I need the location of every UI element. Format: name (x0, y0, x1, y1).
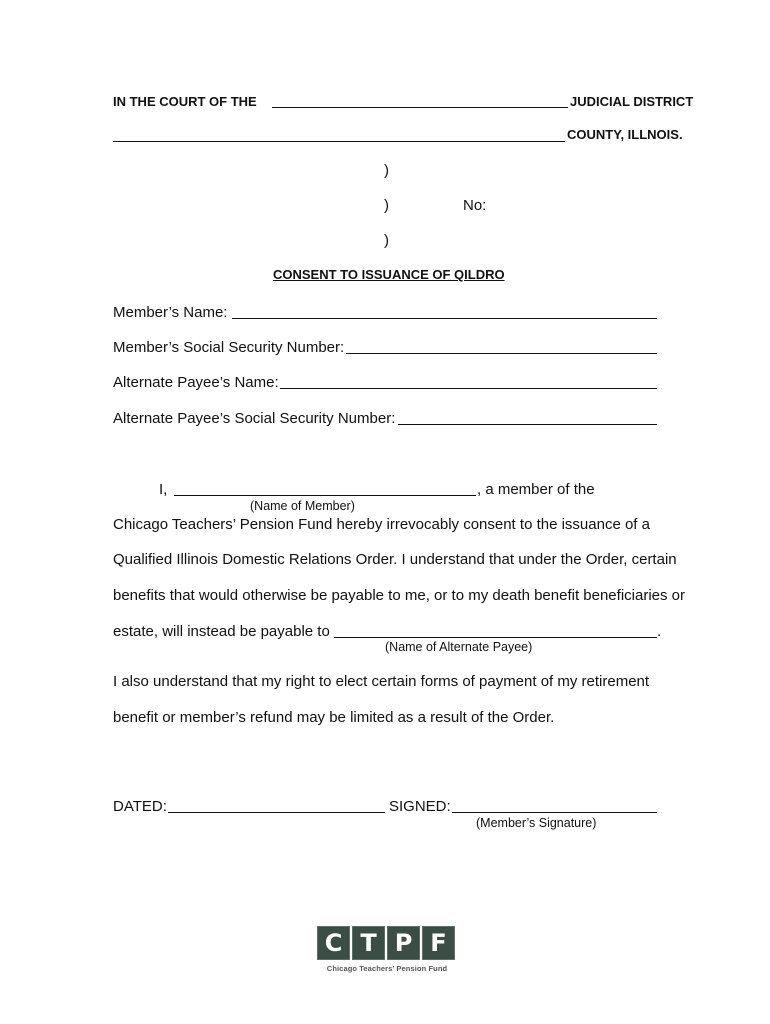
caption-paren-2: ) (384, 197, 389, 214)
member-name-field[interactable] (232, 318, 657, 319)
dated-label: DATED: (113, 798, 167, 815)
document-title: CONSENT TO ISSUANCE OF QILDRO (273, 267, 505, 282)
court-prefix: IN THE COURT OF THE (113, 94, 257, 109)
member-name-label: Member’s Name: (113, 304, 228, 321)
alt-payee-name-field[interactable] (280, 388, 657, 389)
member-ssn-label: Member’s Social Security Number: (113, 339, 345, 356)
court-name-blank[interactable] (272, 107, 568, 108)
body-line-4-suffix: . (657, 623, 662, 640)
judicial-district-label: JUDICIAL DISTRICT (570, 94, 694, 109)
alt-payee-ssn-field[interactable] (398, 424, 657, 425)
member-ssn-field[interactable] (346, 353, 657, 354)
signed-label: SIGNED: (389, 798, 451, 815)
i-prefix: I, (159, 481, 168, 498)
name-of-alt-payee-caption: (Name of Alternate Payee) (385, 640, 533, 654)
ctpf-logo (317, 926, 457, 978)
body-line-5: I also understand that my right to elect certain forms of payment of my retirement (113, 673, 650, 690)
body-line-6: benefit or member’s refund may be limited as a result of the Order. (113, 709, 555, 726)
dated-field[interactable] (168, 812, 385, 813)
alt-payee-name-label: Alternate Payee’s Name: (113, 374, 279, 391)
body-line-2: Qualified Illinois Domestic Relations Order. I understand that under the Order, certain (113, 551, 677, 568)
county-blank[interactable] (113, 141, 565, 142)
member-suffix: , a member of the (477, 481, 595, 498)
logo-letter-t: T (352, 926, 385, 960)
case-number-label: No: (463, 197, 487, 214)
logo-letter-f: F (422, 926, 455, 960)
body-line-1: Chicago Teachers’ Pension Fund hereby irrevocably consent to the issuance of a (113, 516, 650, 533)
logo-caption: Chicago Teachers’ Pension Fund (326, 964, 448, 973)
signature-field[interactable] (452, 812, 657, 813)
name-of-member-field[interactable] (174, 495, 476, 496)
county-label: COUNTY, ILLNOIS. (567, 127, 683, 142)
alt-payee-ssn-label: Alternate Payee’s Social Security Number: (113, 410, 396, 427)
name-of-member-caption: (Name of Member) (250, 499, 355, 513)
members-signature-caption: (Member’s Signature) (476, 816, 597, 830)
logo-letter-c: C (317, 926, 350, 960)
caption-paren-3: ) (384, 232, 389, 249)
alt-payee-fill-field[interactable] (334, 637, 657, 638)
caption-paren-1: ) (384, 162, 389, 179)
body-line-3: benefits that would otherwise be payable to me, or to my death benefit beneficiaries or (113, 587, 685, 604)
body-line-4-prefix: estate, will instead be payable to (113, 623, 330, 640)
logo-letter-p: P (387, 926, 420, 960)
